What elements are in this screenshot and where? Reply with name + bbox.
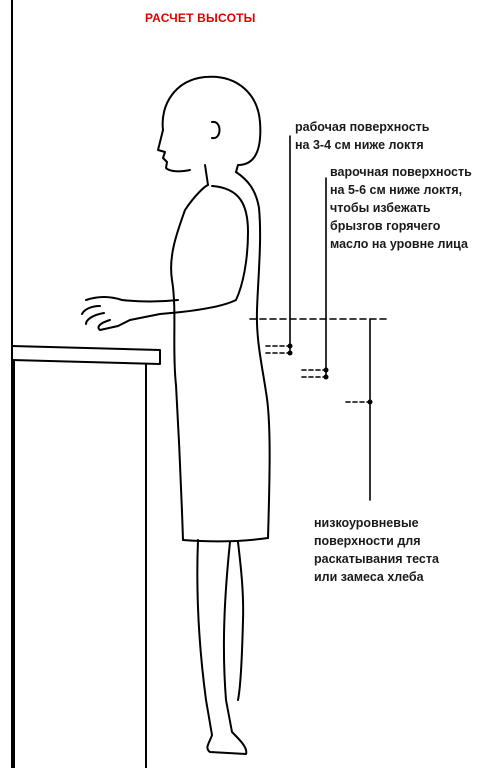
annotation-line: рабочая поверхность bbox=[295, 120, 430, 134]
annotation-low-surface bbox=[314, 514, 439, 586]
counter bbox=[12, 346, 160, 768]
annotation-line: или замеса хлеба bbox=[314, 570, 424, 584]
guide-dots bbox=[288, 344, 373, 405]
woman-figure bbox=[82, 77, 270, 754]
annotation-line: масло на уровне лица bbox=[330, 237, 468, 251]
annotation-line: поверхности для bbox=[314, 534, 421, 548]
diagram-title: РАСЧЕТ ВЫСОТЫ bbox=[145, 11, 256, 25]
annotation-work-surface bbox=[295, 118, 429, 154]
annotation-line: на 3-4 см ниже локтя bbox=[295, 138, 424, 152]
annotation-cooktop bbox=[330, 163, 472, 253]
annotation-line: раскатывания теста bbox=[314, 552, 439, 566]
annotation-line: низкоуровневые bbox=[314, 516, 419, 530]
annotation-line: брызгов горячего bbox=[330, 219, 441, 233]
annotation-line: на 5-6 см ниже локтя, bbox=[330, 183, 463, 197]
annotation-line: варочная поверхность bbox=[330, 165, 472, 179]
annotation-line: чтобы избежать bbox=[330, 201, 431, 215]
